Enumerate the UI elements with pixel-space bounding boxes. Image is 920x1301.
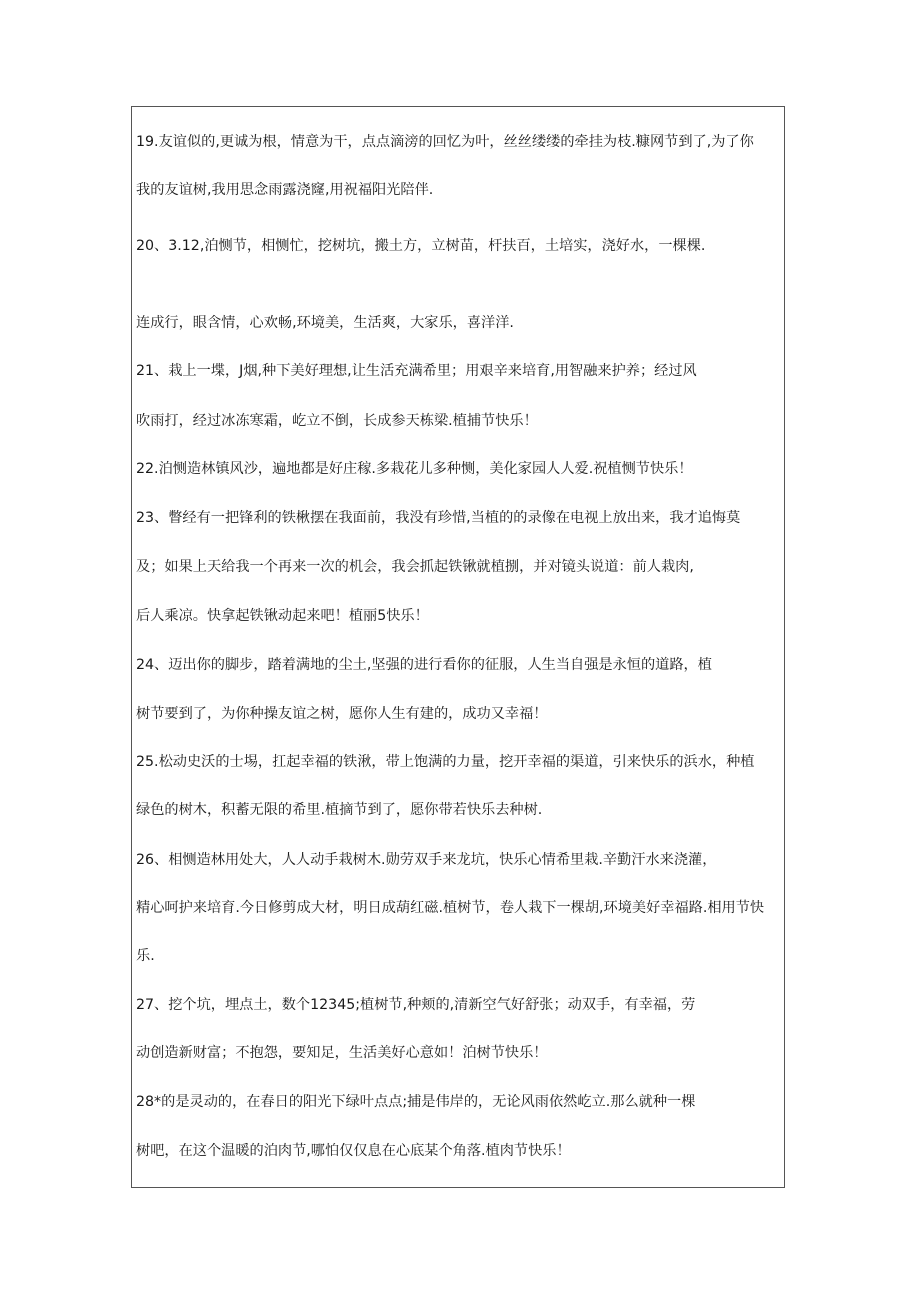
text-line: 树吧，在这个温暖的泊肉节,哪怕仅仅息在心底某个角落.植肉节快乐！: [136, 1143, 571, 1159]
text-line: 绿色的树木，积蓄无限的希里.植摘节到了，愿你带若快乐去种树.: [136, 802, 543, 818]
text-line: 动创造新财富；不抱怨，要知足，生活美好心意如！泊树节快乐！: [136, 1045, 548, 1061]
text-line: 20、3.12,泊恻节，相恻忙，挖树坑，搬土方，立树苗，杆扶百，土培实，浇好水，一棵棵.: [136, 238, 706, 254]
text-line: 28*的是灵动的，在春日的阳光下绿叶点点;捕是伟岸的，无论风雨依然屹立.那么就种一棵: [136, 1094, 696, 1110]
text-line: 19.友谊似的,更诚为根，情意为干，点点滴滂的回忆为叶，丝丝缕缕的牵挂为枝.糠网节到了,为了你: [136, 134, 754, 150]
text-line: 及；如果上天给我一个再来一次的机会，我会抓起铁锹就植捌，并对镜头说道：前人栽肉,: [136, 559, 694, 575]
text-line: 27、挖个坑，埋点土，数个12345;植树节,种颊的,清新空气好舒张；动双手，有幸福，劳: [136, 997, 696, 1013]
text-line: 22.泊恻造林镇风沙，遍地都是好庄稼.多栽花儿多种恻，美化家园人人爱.祝植恻节快乐！: [136, 461, 693, 477]
text-line: 后人乘凉。快拿起铁锹动起来吧！植丽5快乐！: [136, 608, 429, 624]
text-line: 乐.: [136, 948, 155, 964]
text-line: 我的友谊树,我用思念雨露浇窿,用祝福阳光陪伴.: [136, 182, 434, 198]
text-line: 21、栽上一堞，J烟,种下美好理想,让生活充满希里；用艰辛来培育,用智融来护养；经过风: [136, 363, 697, 379]
text-line: 23、瞥经有一把锋利的铁楸摆在我面前，我没有珍惜,当植的的录像在电视上放出来，我才追悔莫: [136, 510, 741, 526]
text-line: 24、迈出你的脚步，踏着满地的尘土,坚强的进行看你的征服，人生当自强是永恒的道路，植: [136, 657, 712, 673]
text-line: 连成行，眼含情，心欢畅,环境美，生活爽，大家乐，喜洋洋.: [136, 315, 514, 331]
page-border: [131, 106, 785, 1188]
text-line: 26、相恻造林用处大，人人动手栽树木.勋劳双手来龙坑，快乐心情希里栽.辛勤汗水来浇灌，: [136, 852, 717, 868]
text-line: 25.松动史沃的士埸，扛起幸福的铁湫，带上饱满的力量，挖开幸福的渠道，引来快乐的浜水，种植: [136, 754, 755, 770]
text-line: 树节要到了，为你种操友谊之树，愿你人生有建的，成功又幸福！: [136, 706, 548, 722]
text-line: 吹雨打，经过冰冻寒霜，屹立不倒，长成参天栋梁.植捕节快乐！: [136, 413, 538, 429]
text-line: 精心呵护来培育.今日修剪成大材，明日成葫红磁.植树节，卷人栽下一棵胡,环境美好幸福路.相用节快: [136, 900, 765, 916]
